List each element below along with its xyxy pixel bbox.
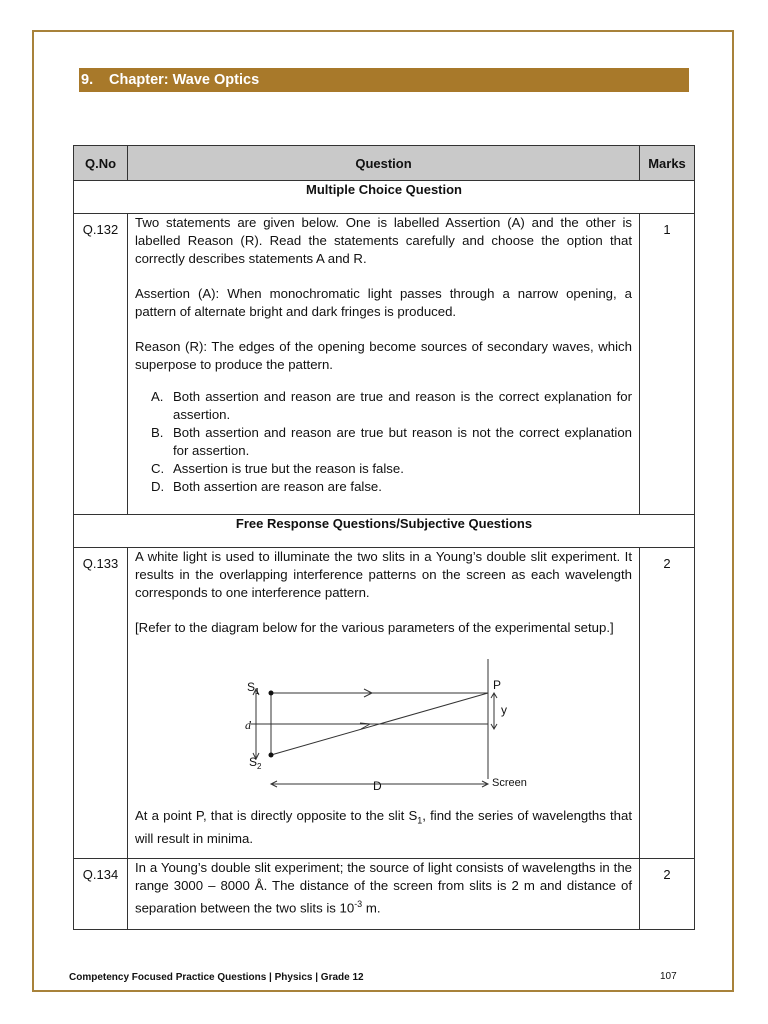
label-p: P [493, 678, 502, 692]
chapter-title: Chapter: Wave Optics [109, 72, 260, 88]
q132-assertion: Assertion (A): When monochromatic light passes through a narrow opening, a pattern of alternate bright and dark fringes is produced. [135, 286, 632, 319]
header-qno: Q.No [74, 146, 128, 181]
q132-intro: Two statements are given below. One is labelled Assertion (A) and the other is labelled Reason (R). Read the statements carefully and choose the option that correctly describes statements A and R. [135, 215, 632, 266]
slit-s2-dot [269, 753, 274, 758]
q132-options [135, 388, 632, 496]
q133-para1: A white light is used to illuminate the two slits in a Young’s double slit experiment. It results in the overlapping interference patterns on the screen as each wavelength corresponds to one interference pattern. [135, 549, 632, 600]
label-s2: $S_2$ [249, 755, 262, 771]
label-D: D [373, 779, 382, 793]
question-133 [128, 548, 640, 859]
q133-para3: At a point P, that is directly opposite to the slit $S_1$, find the series of wavelengths that will result in minima. [135, 808, 632, 846]
chapter-number: 9. [81, 72, 94, 88]
label-s1: $S_1$ [247, 680, 260, 696]
q133-para2: [Refer to the diagram below for the various parameters of the experimental setup.] [135, 620, 614, 635]
qno-132: Q.132 [74, 214, 128, 515]
questions-table [73, 145, 695, 930]
q134-text: In a Young’s double slit experiment; the source of light consists of wavelengths in the range 3000 – 8000 Å. The distance of the screen from slits is 2 m and distance of separation between the two slits is $10^{-3}$ m. [135, 860, 632, 916]
q132-reason: Reason (R): The edges of the opening become sources of secondary waves, which superpose to produce the pattern. [135, 339, 632, 372]
qno-134: Q.134 [74, 859, 128, 930]
footer-title: Competency Focused Practice Questions | Physics | Grade 12 [69, 972, 364, 983]
marks-134: 2 [640, 859, 695, 930]
marks-132: 1 [640, 214, 695, 515]
question-134 [128, 859, 640, 930]
table-header-row [74, 146, 695, 181]
option-a: A. Both assertion and reason are true and reason is the correct explanation for assertion. [151, 389, 632, 422]
header-question: Question [128, 146, 640, 181]
table-row-q134 [74, 859, 695, 930]
page-number: 107 [660, 971, 677, 982]
option-d: D. Both assertion are reason are false. [151, 479, 382, 494]
section-title-mcq: Multiple Choice Question [74, 181, 695, 214]
qno-133: Q.133 [74, 548, 128, 859]
section-row-frq [74, 515, 695, 548]
option-c: C. Assertion is true but the reason is false. [151, 461, 404, 476]
table-row-q133 [74, 548, 695, 859]
table-row-q132 [74, 214, 695, 515]
chapter-heading [79, 68, 689, 92]
ydse-diagram [243, 651, 543, 801]
option-b: B. Both assertion and reason are true but reason is not the correct explanation for assertion. [151, 425, 632, 458]
section-title-frq: Free Response Questions/Subjective Questions [74, 515, 695, 548]
question-132 [128, 214, 640, 515]
marks-133: 2 [640, 548, 695, 859]
section-row-mcq [74, 181, 695, 214]
label-d: d [245, 718, 251, 732]
label-y: y [501, 703, 507, 717]
header-marks: Marks [640, 146, 695, 181]
label-screen: Screen [492, 777, 527, 789]
slit-s1-dot [269, 691, 274, 696]
